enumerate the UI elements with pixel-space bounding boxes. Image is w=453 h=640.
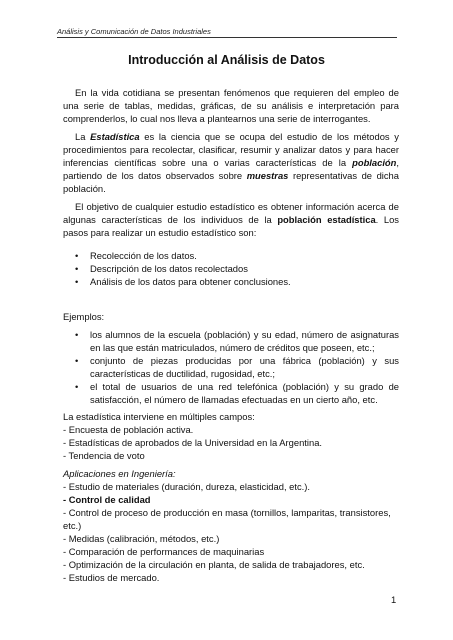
objective-paragraph bbox=[63, 200, 399, 239]
applications-item: - Control de proceso de producción en masa (tornillos, lamparitas, transistores, etc.) bbox=[63, 507, 391, 531]
running-header: Análisis y Comunicación de Datos Industriales bbox=[57, 27, 397, 38]
term-poblacion-estadistica: población estadística bbox=[277, 214, 376, 225]
document-body bbox=[63, 86, 399, 584]
list-item: • Descripción de los datos recolectados bbox=[63, 262, 399, 275]
text-run: , partiendo de los datos observados sobre bbox=[63, 157, 399, 181]
fields-item: - Encuesta de población activa. bbox=[63, 424, 194, 435]
applications-item: - Medidas (calibración, métodos, etc.) bbox=[63, 533, 220, 544]
steps-list bbox=[63, 249, 399, 288]
term-estadistica: Estadística bbox=[90, 131, 140, 142]
definition-paragraph bbox=[63, 130, 399, 195]
applications-item: - Control de calidad bbox=[63, 494, 151, 505]
text-run: representativas de dicha población. bbox=[63, 170, 399, 194]
fields-item: - Estadísticas de aprobados de la Universidad en la Argentina. bbox=[63, 437, 323, 448]
list-item: • los alumnos de la escuela (población) y su edad, número de asignaturas en las que están matriculados, número de créditos que poseen, etc.; bbox=[63, 328, 399, 354]
text-run: es la ciencia que se ocupa del estudio de los métodos y procedimientos para recolectar, clasificar, resumir y analizar datos y para hacer inferencias científicas sobre una o varias características de la bbox=[63, 131, 399, 168]
fields-item: - Tendencia de voto bbox=[63, 450, 145, 461]
intro-paragraph: En la vida cotidiana se presentan fenómenos que requieren del empleo de una serie de tablas, medidas, gráficas, de su análisis e interpretación para comprenderlos, lo cual nos lleva a plantearnos una serie de interrogantes. bbox=[63, 87, 399, 124]
page-title: Introducción al Análisis de Datos bbox=[128, 53, 325, 67]
applications-item: - Estudio de materiales (duración, dureza, elasticidad, etc.). bbox=[63, 481, 310, 492]
page-number: 1 bbox=[391, 594, 397, 605]
applications-item: - Estudios de mercado. bbox=[63, 572, 160, 583]
text-run: El objetivo de cualquier estudio estadístico es obtener información acerca de algunas características de los individuos de la bbox=[63, 201, 399, 225]
list-item: • Recolección de los datos. bbox=[63, 249, 399, 262]
term-poblacion: población bbox=[352, 157, 397, 168]
applications-item: - Comparación de performances de maquinarias bbox=[63, 546, 265, 557]
examples-list bbox=[63, 328, 399, 406]
list-item: • conjunto de piezas producidas por una fábrica (población) y sus características de ductilidad, rugosidad, etc.; bbox=[63, 354, 399, 380]
list-item: • Análisis de los datos para obtener conclusiones. bbox=[63, 275, 399, 288]
term-muestras: muestras bbox=[246, 170, 289, 181]
text-run: La bbox=[75, 131, 91, 142]
examples-label: Ejemplos: bbox=[63, 311, 105, 322]
list-item: • el total de usuarios de una red telefónica (población) y su grado de satisfacción, el número de llamadas efectuadas en un cierto año, etc. bbox=[63, 380, 399, 406]
applications-label: Aplicaciones en Ingeniería: bbox=[63, 468, 176, 479]
text-run: . Los pasos para realizar un estudio estadístico son: bbox=[63, 214, 399, 238]
fields-label: La estadística interviene en múltiples campos: bbox=[63, 411, 255, 422]
applications-item: - Optimización de la circulación en planta, de salida de trabajadores, etc. bbox=[63, 559, 365, 570]
